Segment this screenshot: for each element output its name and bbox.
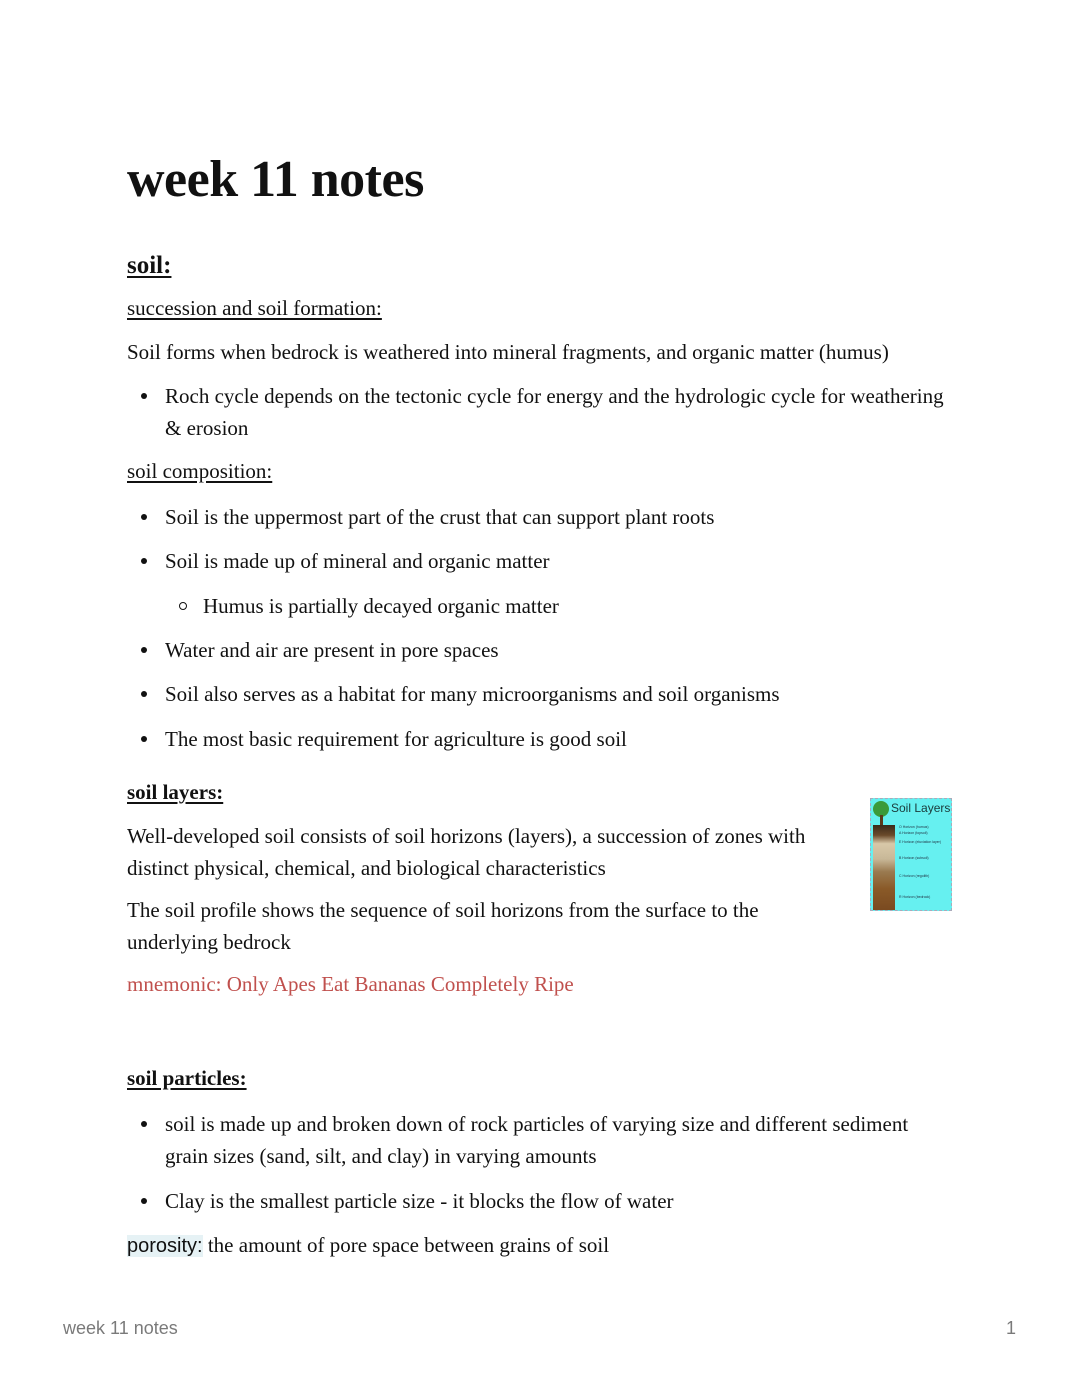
list-item: The most basic requirement for agriculture is good soil <box>165 723 627 755</box>
image-title: Soil Layers <box>891 801 951 815</box>
heading-composition: soil composition: <box>127 459 273 483</box>
list-item: Clay is the smallest particle size - it blocks the flow of water <box>165 1185 674 1217</box>
footer-title: week 11 notes <box>63 1318 178 1338</box>
heading-soil-layers: soil layers: <box>127 780 224 804</box>
sub-list-item: Humus is partially decayed organic matter <box>203 590 559 622</box>
list-item: Soil also serves as a habitat for many microorganisms and soil organisms <box>165 678 780 710</box>
page-title: week 11 notes <box>127 151 424 208</box>
list-item: Water and air are present in pore spaces <box>165 634 499 666</box>
paragraph-soil-formation: Soil forms when bedrock is weathered into mineral fragments, and organic matter (humus) <box>127 340 889 364</box>
soil-layers-image[interactable]: Soil Layers O Horizon (humus) A Horizon (topsoil) E Horizon (eluviation layer) B Horizon (subsoil) C Horizon (regolith) R Horizon (bedrock) <box>870 798 952 911</box>
porosity-definition: porosity: the amount of pore space between grains of soil <box>127 1233 610 1257</box>
bullet-icon <box>141 514 147 520</box>
list-item: soil is made up and broken down of rock particles of varying size and different sediment grain sizes (sand, silt, and clay) in varying amounts <box>165 1108 965 1172</box>
heading-succession: succession and soil formation: <box>127 296 382 320</box>
bullet-icon <box>141 1198 147 1204</box>
bullet-icon <box>141 558 147 564</box>
circle-bullet-icon <box>179 602 187 610</box>
paragraph-soil-profile: The soil profile shows the sequence of soil horizons from the surface to the underlying bedrock <box>127 898 759 954</box>
bullet-icon <box>141 647 147 653</box>
footer-page-number: 1 <box>1006 1318 1017 1338</box>
heading-soil-particles: soil particles: <box>127 1066 247 1090</box>
soil-profile-graphic <box>873 825 895 910</box>
bullet-icon <box>141 1121 147 1127</box>
paragraph-soil-horizons: Well-developed soil consists of soil horizons (layers), a succession of zones with distinct physical, chemical, and biological characteristics <box>127 824 806 880</box>
bullet-icon <box>141 393 147 399</box>
list-item: Soil is made up of mineral and organic matter <box>165 545 550 577</box>
porosity-term-highlight: porosity: <box>127 1235 203 1257</box>
list-item: Roch cycle depends on the tectonic cycle for energy and the hydrologic cycle for weathering & erosion <box>165 380 965 444</box>
heading-soil: soil: <box>127 252 172 279</box>
bullet-icon <box>141 691 147 697</box>
mnemonic-text: mnemonic: Only Apes Eat Bananas Completely Ripe <box>127 972 574 996</box>
list-item: Soil is the uppermost part of the crust that can support plant roots <box>165 501 714 533</box>
bullet-icon <box>141 736 147 742</box>
